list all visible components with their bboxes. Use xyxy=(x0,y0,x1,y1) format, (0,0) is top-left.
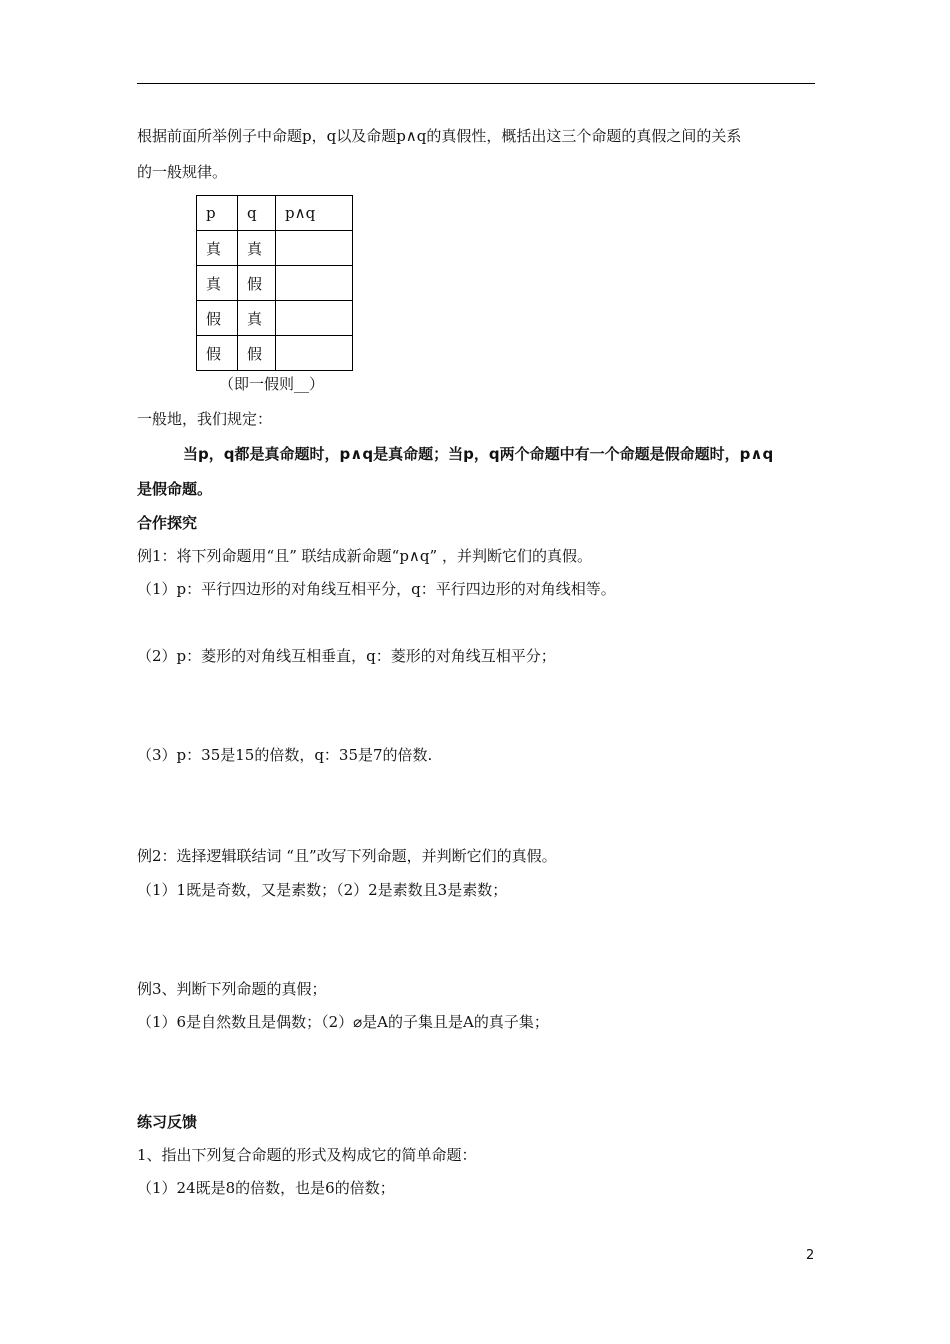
example-3-title: 例3、判断下列命题的真假； xyxy=(137,980,327,998)
table-row xyxy=(197,266,353,301)
table-header-row xyxy=(197,196,353,231)
table-cell: 假 xyxy=(238,336,276,371)
practice-heading: 练习反馈 xyxy=(137,1113,198,1131)
intro-line-1: 根据前面所举例子中命题p，q以及命题p∧q的真假性，概括出这三个命题的真假之间的关系 xyxy=(137,127,742,145)
intro-line-2: 的一般规律。 xyxy=(137,163,228,181)
truth-table xyxy=(196,195,353,371)
table-header-cell: q xyxy=(238,196,276,231)
table-row xyxy=(197,336,353,371)
cooperation-heading: 合作探究 xyxy=(137,514,198,532)
table-cell xyxy=(276,231,353,266)
rule-bold-line-1: 当p，q都是真命题时，p∧q是真命题；当p，q两个命题中有一个命题是假命题时，p∧q xyxy=(183,445,774,463)
example-1-title: 例1：将下列命题用“且” 联结成新命题“p∧q” ，并判断它们的真假。 xyxy=(137,547,592,565)
table-cell xyxy=(276,301,353,336)
table-cell: 真 xyxy=(238,301,276,336)
example-1-item-1: （1）p：平行四边形的对角线互相平分，q：平行四边形的对角线相等。 xyxy=(137,580,616,598)
table-header-cell: p∧q xyxy=(276,196,353,231)
practice-question-1: 1、指出下列复合命题的形式及构成它的简单命题： xyxy=(137,1146,477,1164)
rule-lead: 一般地，我们规定： xyxy=(137,410,273,428)
table-row xyxy=(197,231,353,266)
table-cell: 假 xyxy=(197,336,238,371)
table-cell: 假 xyxy=(197,301,238,336)
page-number: 2 xyxy=(806,1248,815,1263)
table-cell: 真 xyxy=(197,266,238,301)
table-cell xyxy=(276,336,353,371)
table-row xyxy=(197,301,353,336)
table-cell xyxy=(276,266,353,301)
example-2-title: 例2：选择逻辑联结词 “且”改写下列命题，并判断它们的真假。 xyxy=(137,847,557,865)
header-rule xyxy=(137,83,815,84)
table-cell: 真 xyxy=(197,231,238,266)
example-2-items: （1）1既是奇数，又是素数；（2）2是素数且3是素数； xyxy=(137,881,508,899)
practice-question-1-item-1: （1）24既是8的倍数，也是6的倍数； xyxy=(137,1179,395,1197)
table-cell: 真 xyxy=(238,231,276,266)
table-cell: 假 xyxy=(238,266,276,301)
table-caption: （即一假则__） xyxy=(219,375,325,393)
example-3-items: （1）6是自然数且是偶数；（2）⌀是A的子集且是A的真子集； xyxy=(137,1013,549,1031)
example-1-item-2: （2）p：菱形的对角线互相垂直，q：菱形的对角线互相平分； xyxy=(137,647,556,665)
example-1-item-3: （3）p：35是15的倍数，q：35是7的倍数. xyxy=(137,746,433,764)
rule-bold-line-2: 是假命题。 xyxy=(137,480,213,498)
table-header-cell: p xyxy=(197,196,238,231)
